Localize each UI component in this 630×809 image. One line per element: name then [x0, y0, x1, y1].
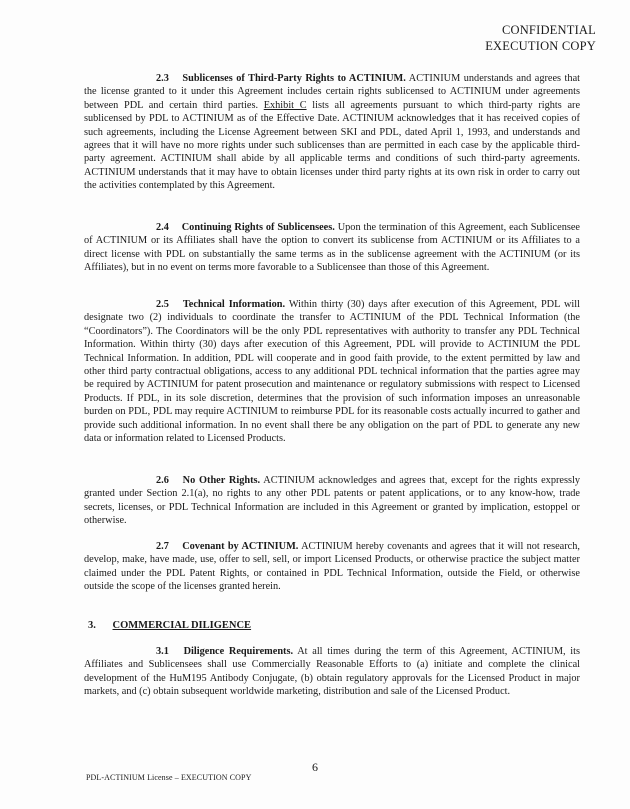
section-2-3-text-a: ACTINIUM understands and agrees that the license granted to it under this Agreement includes certain rights sublicensed to ACTINIUM under agreements between PDL and certain third parties. [84, 73, 580, 111]
page-number: 6 [312, 760, 318, 774]
section-2-3 [84, 72, 580, 193]
section-2-6-title: No Other Rights. [182, 475, 261, 486]
section-2-6-text: ACTINIUM acknowledges and agrees that, except for the rights expressly granted under Section 2.1(a), no rights to any other PDL patents or patent applications, or to any know-how, trade secrets, licenses, or PDL Technical Information are included in this Agreement or granted by implication, estoppel or otherwise. [84, 475, 580, 527]
header-confidential: CONFIDENTIAL [501, 23, 596, 37]
section-3-number: 3. [88, 620, 96, 631]
section-2-6 [84, 474, 580, 528]
header-execution-copy: EXECUTION COPY [485, 39, 596, 53]
confidential-header [485, 22, 596, 54]
section-2-7-text: ACTINIUM hereby covenants and agrees that it will not research, develop, make, have made, use, offer to sell, sell, or import Licensed Products, or otherwise practice the subject matter claimed under the PDL Patent Rights, or contained in PDL Technical Information, outside the Field, or otherwise outside the scope of the licenses granted herein. [84, 541, 580, 593]
section-2-4 [84, 221, 580, 275]
section-2-7-title: Covenant by ACTINIUM. [182, 541, 299, 552]
section-3-title: COMMERCIAL DILIGENCE [112, 620, 252, 631]
exhibit-c-reference: Exhibit C [263, 99, 307, 111]
section-3-heading [88, 620, 251, 631]
document-footer: PDL-ACTINIUM License – EXECUTION COPY [86, 773, 252, 782]
section-2-5 [84, 298, 580, 445]
section-2-4-title: Continuing Rights of Sublicensees. [181, 222, 335, 233]
section-3-1-title: Diligence Requirements. [183, 646, 294, 657]
section-2-5-title: Technical Information. [182, 299, 286, 310]
section-2-4-number: 2.4 [156, 222, 169, 233]
section-2-5-text: Within thirty (30) days after execution of this Agreement, PDL will designate two (2) individuals to coordinate the transfer to ACTINIUM of the PDL Technical Information (the “Coordinators”). The Coordinators will be the only PDL representatives with authority to transfer any PDL Technical Information. Within thirty (30) days after execution of this Agreement, PDL will provide to ACTINIUM the PDL Technical Information. In addition, PDL will cooperate and in good faith provide, to the extent permitted by law and other third party contractual obligations, access to any additional PDL technical information that the parties agree may be required by ACTINIUM for patent prosecution and maintenance or regulatory submissions with respect to Licensed Products. If PDL, in its sole discretion, determines that the provision of such information imposes an unreasonable burden on PDL, PDL may require ACTINIUM to reimburse PDL for its reasonable costs actually incurred to gather and provide such additional information. In no event shall there be any obligation on the part of PDL to generate any new data or information related to Licensed Products. [84, 299, 580, 445]
section-2-3-title: Sublicenses of Third-Party Rights to ACTINIUM. [182, 73, 406, 84]
section-3-1-text: At all times during the term of this Agreement, ACTINIUM, its Affiliates and Sublicensees shall use Commercially Reasonable Efforts to (a) initiate and complete the clinical development of the HuM195 Antibody Conjugate, (b) obtain regulatory approvals for the Licensed Product in major markets, and (c) obtain subsequent worldwide marketing, distribution and sale of the Licensed Product. [84, 646, 581, 698]
section-2-5-number: 2.5 [156, 299, 169, 310]
section-2-4-text: Upon the termination of this Agreement, each Sublicensee of ACTINIUM or its Affiliates shall have the option to convert its sublicense from ACTINIUM or its Affiliates to a direct license with PDL on substantially the same terms as in the sublicense agreement with the ACTINIUM (or its Affiliates), but in no event on terms more favorable to a Sublicensee than those of this Agreement. [84, 222, 580, 274]
section-2-3-number: 2.3 [156, 73, 169, 84]
section-3-1-number: 3.1 [156, 646, 169, 657]
section-2-7-number: 2.7 [156, 541, 169, 552]
section-2-6-number: 2.6 [156, 475, 169, 486]
section-2-7 [84, 540, 580, 594]
section-2-3-text-b: lists all agreements pursuant to which third-party rights are sublicensed by PDL to ACTINIUM as of the Effective Date. ACTINIUM acknowledges that it has received copies of such agreements, including the License Agreement between SKI and PDL, dated April 1, 1993, and understands and agrees that it will have no more rights under such sublicenses than are permitted in each case by the applicable third-party agreement. ACTINIUM shall abide by all applicable terms and conditions of such third-party agreements. ACTINIUM understands that it may have to obtain licenses under third party rights at its own risk in order to carry out the activities contemplated by this Agreement. [84, 99, 581, 192]
section-3-1 [84, 645, 580, 699]
